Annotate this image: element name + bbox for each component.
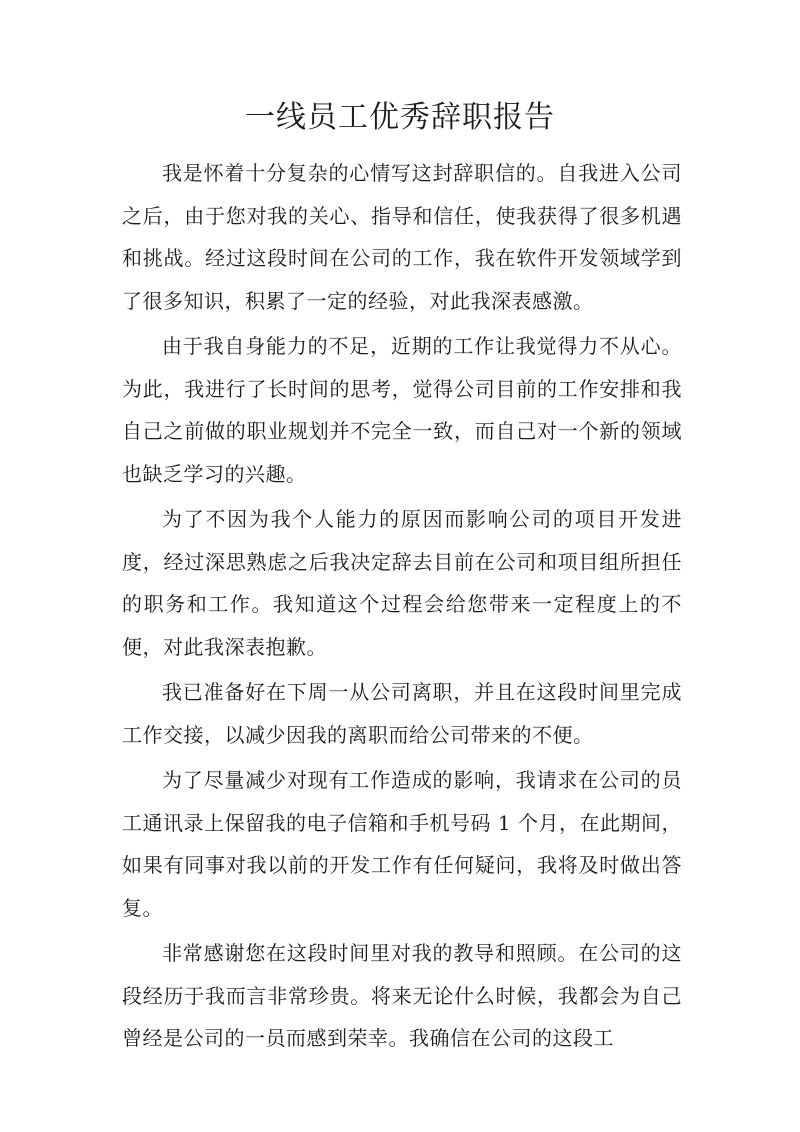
paragraph: 我已准备好在下周一从公司离职，并且在这段时间里完成工作交接，以减少因我的离职而给公司带来的不便。 [122,680,682,747]
paragraph: 为了尽量减少对现有工作造成的影响，我请求在公司的员工通讯录上保留我的电子信箱和手机号码 1 个月，在此期间，如果有同事对我以前的开发工作有任何疑问，我将及时做出答复。 [122,768,682,920]
paragraph: 为了不因为我个人能力的原因而影响公司的项目开发进度，经过深思熟虑之后我决定辞去目前在公司和项目组所担任的职务和工作。我知道这个过程会给您带来一定程度上的不便，对此我深表抱歉。 [122,507,682,659]
paragraph: 由于我自身能力的不足，近期的工作让我觉得力不从心。为此，我进行了长时间的思考，觉得公司目前的工作安排和我自己之前做的职业规划并不完全一致，而自己对一个新的领域也缺乏学习的兴趣。 [122,334,682,486]
document-title: 一线员工优秀辞职报告 [245,100,555,135]
paragraph: 我是怀着十分复杂的心情写这封辞职信的。自我进入公司之后，由于您对我的关心、指导和信任，使我获得了很多机遇和挑战。经过这段时间在公司的工作，我在软件开发领域学到了很多知识，积累了一定的经验，对此我深表感激。 [122,161,682,313]
document-body [122,152,682,1063]
paragraph: 非常感谢您在这段时间里对我的教导和照顾。在公司的这段经历于我而言非常珍贵。将来无论什么时候，我都会为自己曾经是公司的一员而感到荣幸。我确信在公司的这段工 [122,941,682,1050]
